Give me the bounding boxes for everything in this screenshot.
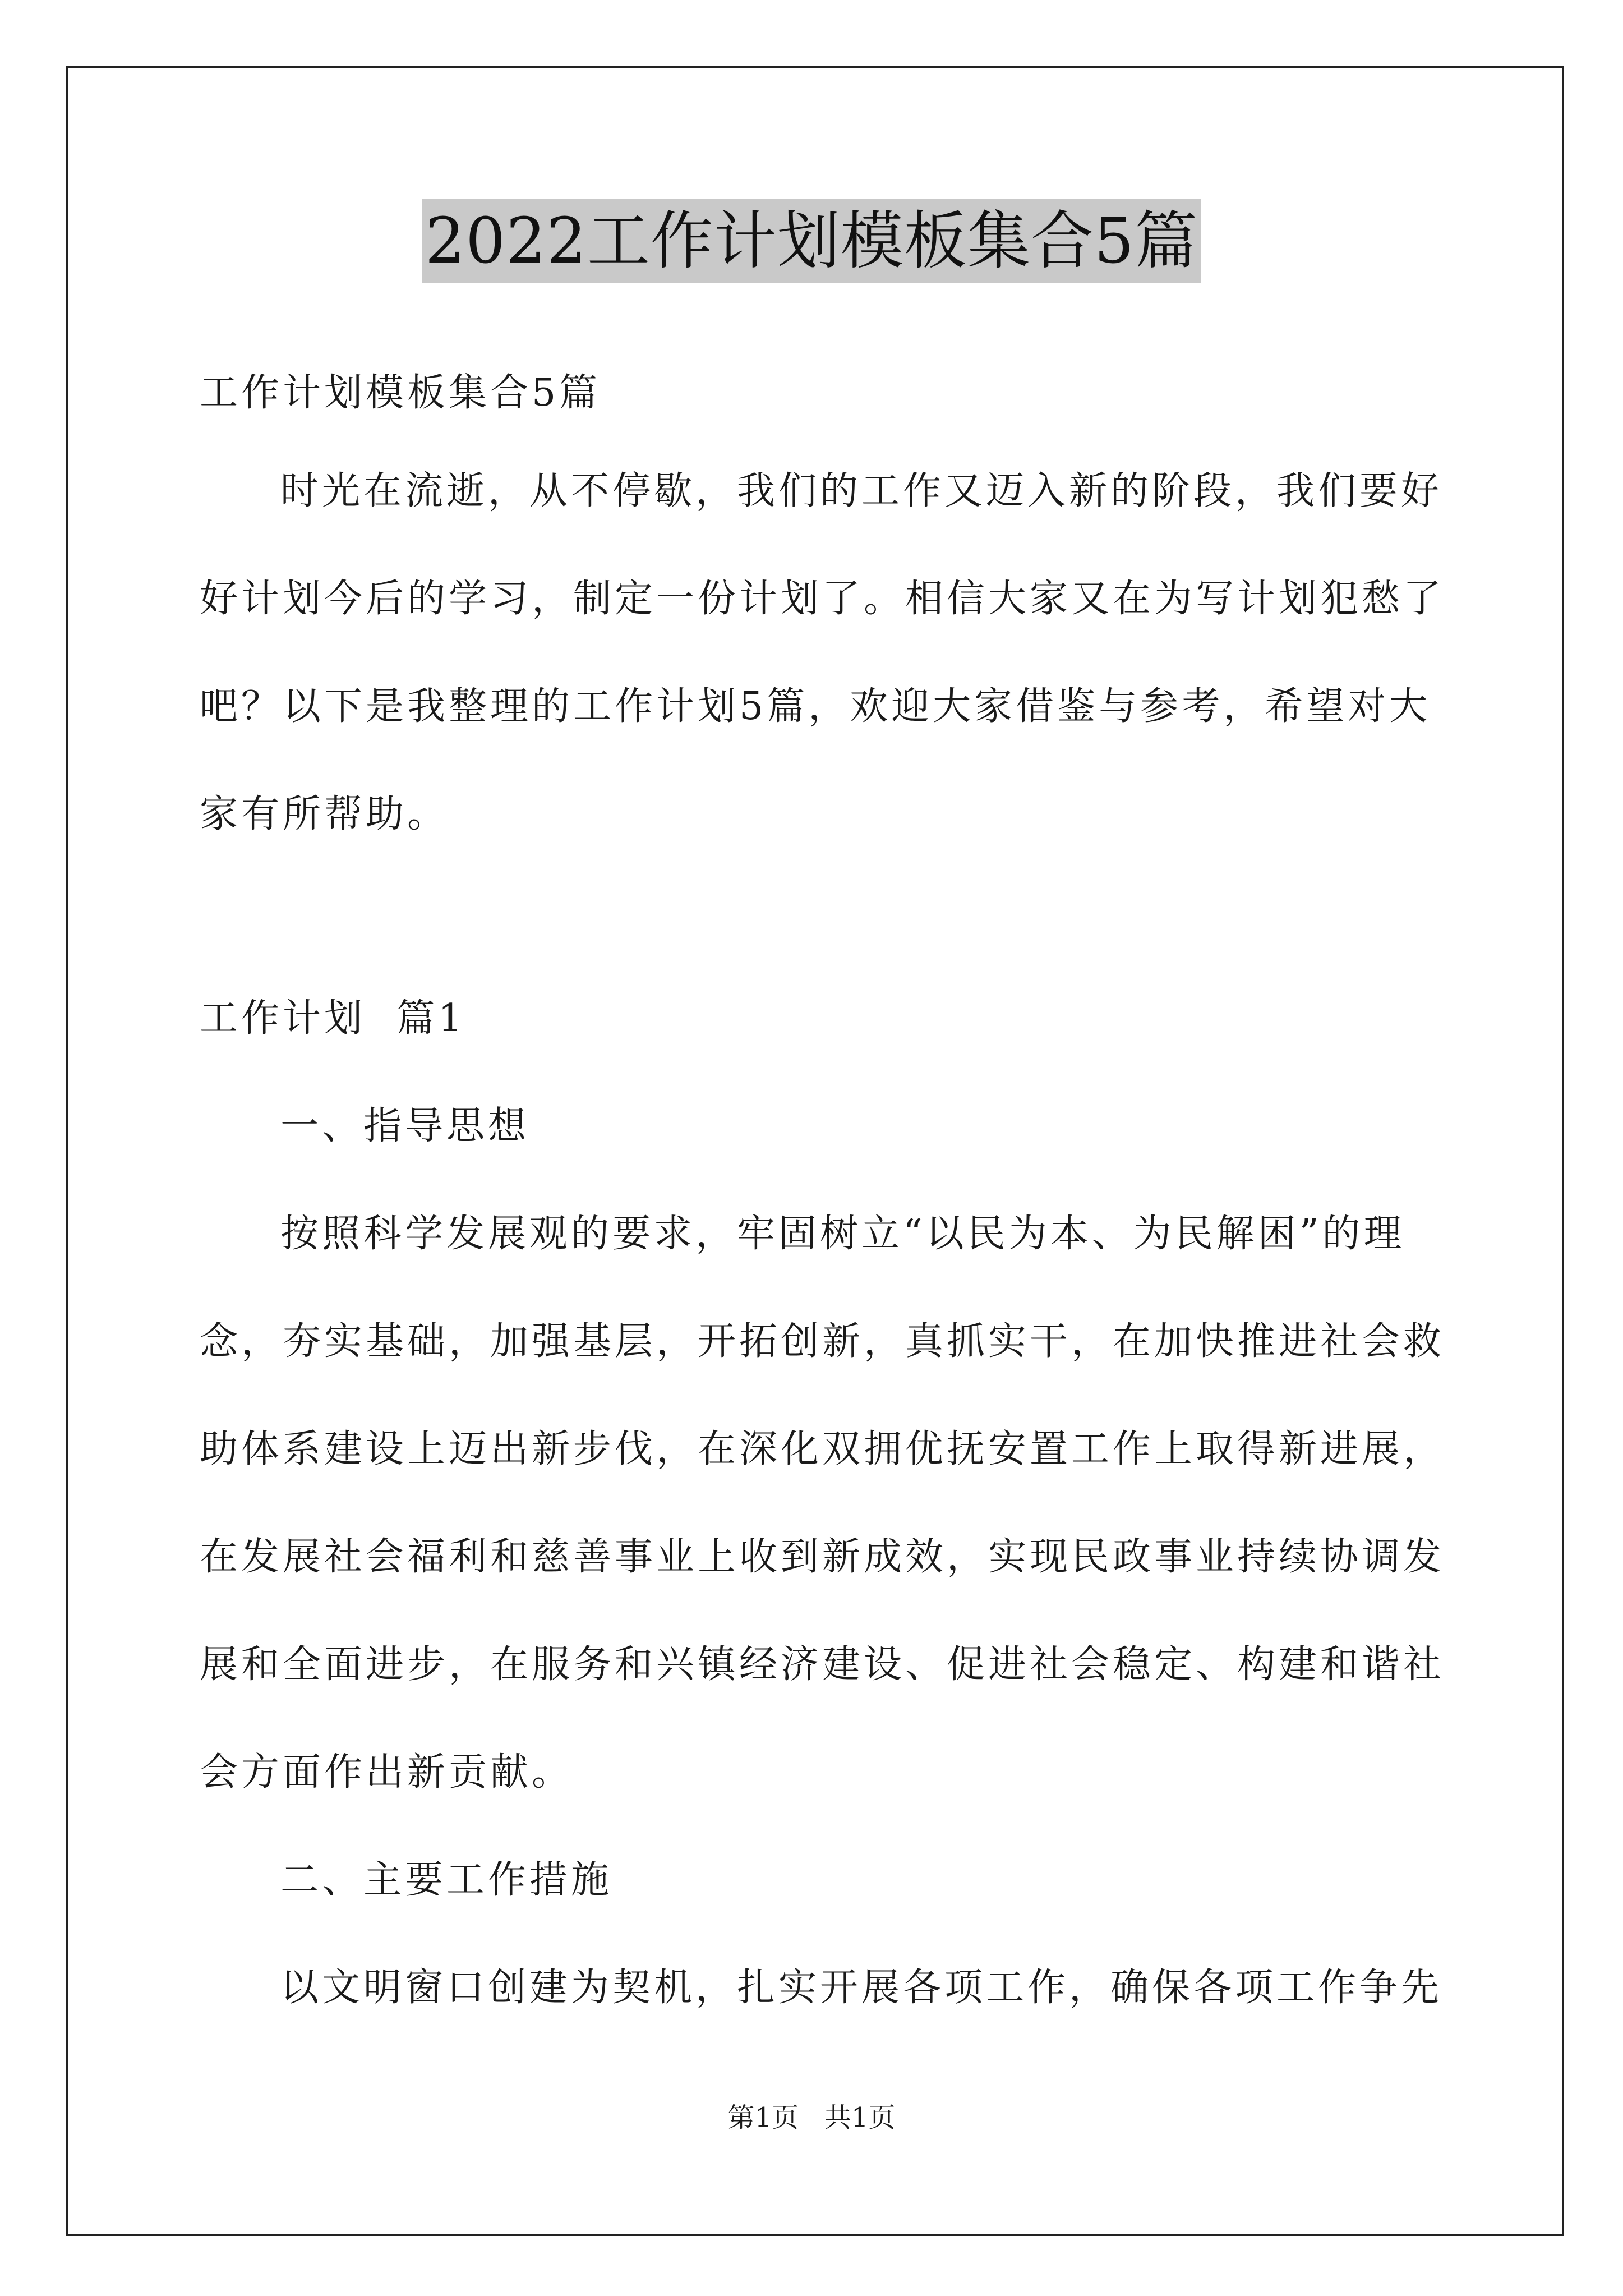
intro-line-1: 时光在流逝，从不停歇，我们的工作又迈入新的阶段，我们要好 [280, 469, 1443, 513]
section-heading: 工作计划 篇1 [200, 996, 466, 1041]
heading-guiding-ideology: 一、指导思想 [280, 1104, 530, 1148]
intro-line-4: 家有所帮助。 [200, 792, 449, 836]
intro-line-2: 好计划今后的学习，制定一份计划了。相信大家又在为写计划犯愁了 [200, 577, 1445, 621]
para-1-line-3: 助体系建设上迈出新步伐，在深化双拥优抚安置工作上取得新进展， [200, 1427, 1445, 1471]
document-title: 2022工作计划模板集合5篇 [422, 199, 1201, 283]
para-1-line-1: 按照科学发展观的要求，牢固树立“以民为本、为民解困”的理 [280, 1212, 1405, 1256]
heading-main-measures: 二、主要工作措施 [280, 1858, 613, 1902]
para-1-line-2: 念，夯实基础，加强基层，开拓创新，真抓实干，在加快推进社会救 [200, 1319, 1445, 1364]
para-2-line-1: 以文明窗口创建为契机，扎实开展各项工作，确保各项工作争先 [280, 1966, 1443, 2010]
document-subtitle: 工作计划模板集合5篇 [200, 371, 601, 415]
para-1-line-4: 在发展社会福利和慈善事业上收到新成效，实现民政事业持续协调发 [200, 1535, 1445, 1579]
para-1-line-5: 展和全面进步，在服务和兴镇经济建设、促进社会稳定、构建和谐社 [200, 1642, 1445, 1687]
page-footer: 第1页 共1页 [727, 2102, 896, 2133]
title-wrap [0, 199, 1623, 283]
para-1-line-6: 会方面作出新贡献。 [200, 1750, 574, 1795]
intro-line-3: 吧？以下是我整理的工作计划5篇，欢迎大家借鉴与参考，希望对大 [200, 684, 1431, 729]
